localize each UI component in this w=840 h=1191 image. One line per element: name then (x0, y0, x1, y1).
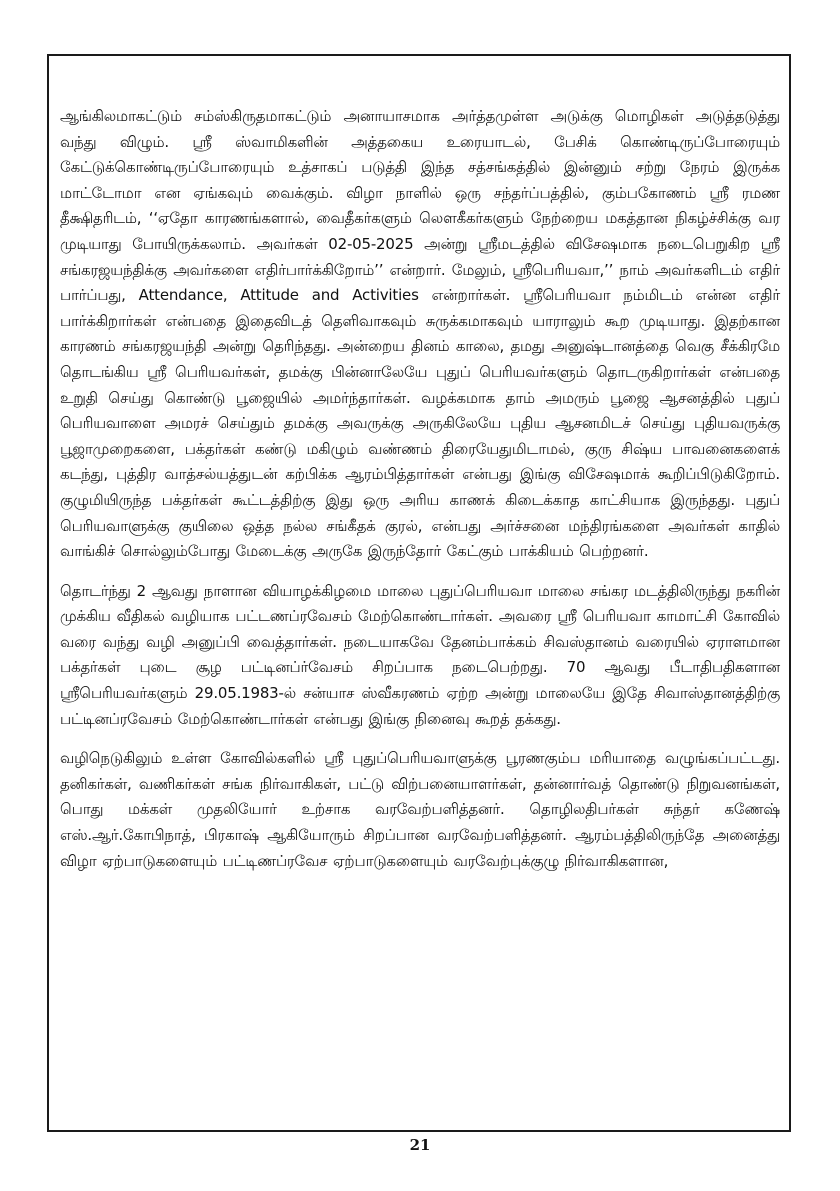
paragraph-1: ஆங்கிலமாகட்டும் சம்ஸ்கிருதமாகட்டும் அனாயாசமாக அர்த்தமுள்ள அடுக்கு மொழிகள் அடுத்தடுத்து வந்து விழும். ஸ்ரீ ஸ்வாமிகளின் அத்தகைய உரையாடல், பேசிக் கொண்டிருப்போரையும் கேட்டுக்கொண்டிருப்போரையும் உத்சாகப் படுத்தி இந்த சத்சங்கத்தில் இன்னும் சற்று நேரம் இருக்க மாட்டோமா என ஏங்கவும் வைக்கும். விழா நாளில் ஒரு சந்தர்ப்பத்தில், கும்பகோணம் ஸ்ரீ ரமண தீக்ஷிதரிடம், ‘‘ஏதோ காரணங்களால், வைதீகர்களும் லௌகீகர்களும் நேற்றைய மகத்தான நிகழ்ச்சிக்கு வர முடியாது போயிருக்கலாம். அவர்கள் 02-05-2025 அன்று ஸ்ரீமடத்தில் விசேஷமாக நடைபெறுகிற ஸ்ரீ சங்கரஜயந்திக்கு அவர்களை எதிர்பார்க்கிறோம்’’ என்றார். மேலும், ஸ்ரீபெரியவா,’’ நாம் அவர்களிடம் எதிர் பார்ப்பது, Attendance, Attitude and Activities என்றார்கள். ஸ்ரீபெரியவா நம்மிடம் என்ன எதிர் பார்க்கிறார்கள் என்பதை இதைவிடத் தெளிவாகவும் சுருக்கமாகவும் யாராலும் கூற முடியாது. இதற்கான காரணம் சங்கரஜயந்தி அன்று தெரிந்தது. அன்றைய தினம் காலை, தமது அனுஷ்டானத்தை வெகு சீக்கிரமே தொடங்கிய ஸ்ரீ பெரியவர்கள், தமக்கு பின்னாலேயே புதுப் பெரியவர்களும் தொடருகிறார்கள் என்பதை உறுதி செய்து கொண்டு பூஜையில் அமர்ந்தார்கள். வழக்கமாக தாம் அமரும் பூஜை ஆசனத்தில் புதுப் பெரியவாளை அமரச் செய்தும் தமக்கு அவருக்கு அருகிலேயே புதிய ஆசனமிடச் செய்து புதியவருக்கு பூஜாமுறைகளை, பக்தர்கள் கண்டு மகிழும் வண்ணம் திரையேதுமிடாமல், குரு சிஷ்ய பாவனைகளைக் கடந்து, புத்திர வாத்சல்யத்துடன் கற்பிக்க ஆரம்பித்தார்கள் என்பது இங்கு விசேஷமாக் கூறிப்பிடுகிறோம். குழுமியிருந்த பக்தர்கள் கூட்டத்திற்கு இது ஒரு அரிய காணக் கிடைக்காத காட்சியாக இருந்தது. புதுப் பெரியவாளுக்கு குயிலை ஒத்த நல்ல சங்கீதக் குரல், என்பது அர்ச்சனை மந்திரங்களை அவர்கள் காதில் வாங்கிச் சொல்லும்போது மேடைக்கு அருகே இருந்தோர் கேட்கும் பாக்கியம் பெற்றனர். (60, 107, 780, 561)
page-number: 21 (409, 1136, 431, 1154)
article-body (60, 104, 780, 888)
paragraph-2: தொடர்ந்து 2 ஆவது நாளான வியாழக்கிழமை மாலை புதுப்பெரியவா மாலை சங்கர மடத்திலிருந்து நகரின் முக்கிய வீதிகல் வழியாக பட்டணப்ரவேசம் மேற்கொண்டார்கள். அவரை ஸ்ரீ பெரியவா காமாட்சி கோவில் வரை வந்து வழி அனுப்பி வைத்தார்கள். நடையாகவே தேனம்பாக்கம் சிவஸ்தானம் வரையில் ஏராளமான பக்தர்கள் புடை சூழ பட்டினப்ர்வேசம் சிறப்பாக நடைபெற்றது. 70 ஆவது பீடாதிபதிகளான ஸ்ரீபெரியவர்களும் 29.05.1983-ல் சன்யாச ஸ்வீகரணம் ஏற்ற அன்று மாலையே இதே சிவாஸ்தானத்திற்கு பட்டினப்ரவேசம் மேற்கொண்டார்கள் என்பது இங்கு நினைவு கூறத் தக்கது. (60, 581, 780, 728)
paragraph-3: வழிநெடுகிலும் உள்ள கோவில்களில் ஸ்ரீ புதுப்பெரியவாளுக்கு பூரணகும்ப மரியாதை வழுங்கப்பட்டது. தனிகர்கள், வணிகர்கள் சங்க நிர்வாகிகள், பட்டு விற்பனையாளர்கள், தன்னார்வத் தொண்டு நிறுவனங்கள், பொது மக்கள் முதலியோர் உற்சாக வரவேற்பளித்தனர். தொழிலதிபர்கள் சுந்தர் கணேஷ் எஸ்.ஆர்.கோபிநாத், பிரகாஷ் ஆகியோரும் சிறப்பான வரவேற்பளித்தனர். ஆரம்பத்திலிருந்தே அனைத்து விழா ஏற்பாடுகளையும் பட்டிணப்ரவேச ஏற்பாடுகளையும் வரவேற்புக்குழு நிர்வாகிகளான, (60, 749, 780, 870)
